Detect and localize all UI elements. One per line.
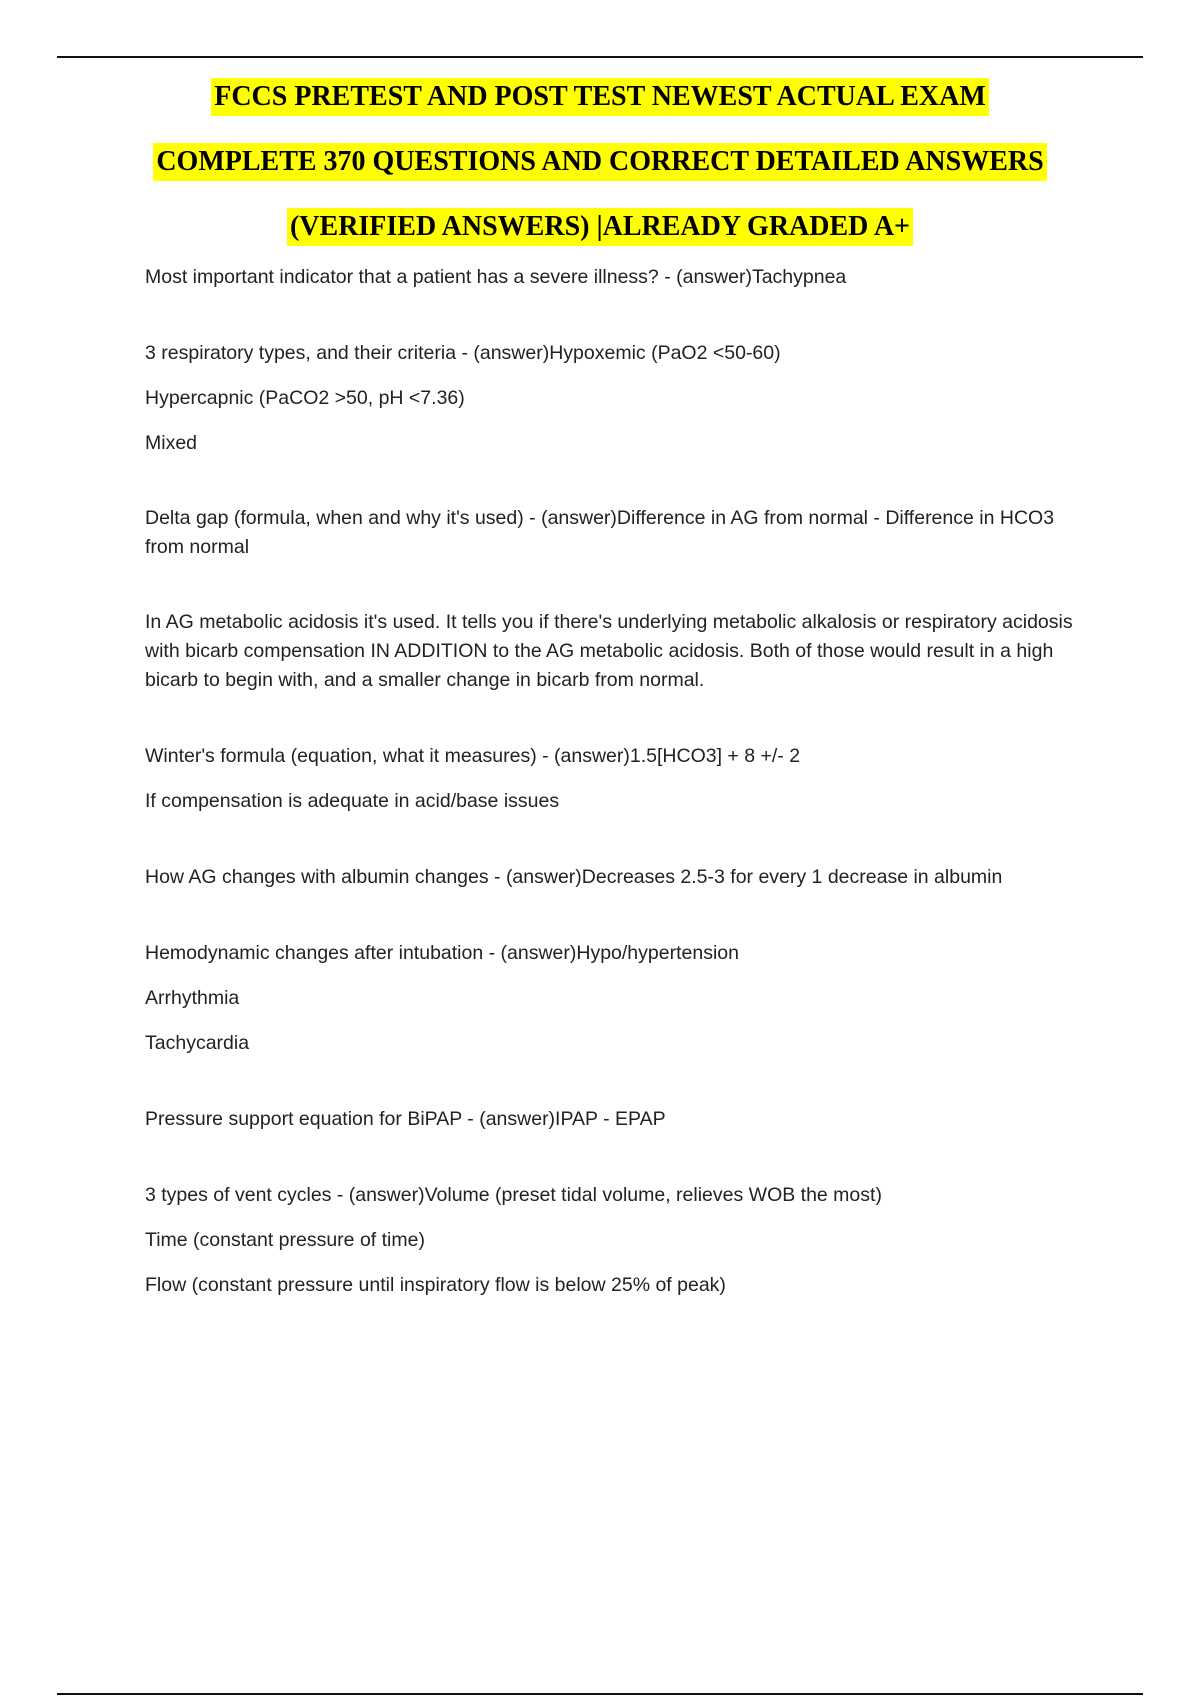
entry-line: Most important indicator that a patient has a severe illness? - (answer)Tachypnea (145, 266, 847, 288)
entry-line: How AG changes with albumin changes - (answer)Decreases 2.5-3 for every 1 decrease in albumin (145, 866, 1003, 888)
entry-line: In AG metabolic acidosis it's used. It tells you if there's underlying metabolic alkalosis or respiratory acidosis with bicarb compensation IN ADDITION to the AG metabolic acidosis. Both of those would result in a high bicarb to begin with, and a smaller change in bicarb from normal. (145, 611, 1073, 691)
document-title (57, 64, 1143, 259)
qa-entry (145, 262, 1095, 292)
entry-line: Mixed (145, 432, 198, 454)
title-line (57, 194, 1143, 259)
title-line (57, 64, 1143, 129)
bottom-rule (57, 1693, 1143, 1695)
entry-line: Tachycardia (145, 1032, 250, 1054)
title-line (57, 129, 1143, 194)
qa-entry (145, 862, 1095, 892)
document-body (145, 262, 1095, 1346)
entry-line: Hemodynamic changes after intubation - (answer)Hypo/hypertension (145, 942, 739, 964)
entry-line: If compensation is adequate in acid/base issues (145, 790, 560, 812)
entry-line: Time (constant pressure of time) (145, 1229, 425, 1251)
entry-line: Hypercapnic (PaCO2 >50, pH <7.36) (145, 387, 465, 409)
entry-line: Arrhythmia (145, 987, 240, 1009)
entry-line: 3 respiratory types, and their criteria - (answer)Hypoxemic (PaO2 <50-60) (145, 342, 781, 364)
qa-entry (145, 741, 1095, 816)
title-line-text: FCCS PRETEST AND POST TEST NEWEST ACTUAL EXAM (211, 78, 989, 116)
entry-line: 3 types of vent cycles - (answer)Volume (preset tidal volume, relieves WOB the most) (145, 1184, 882, 1206)
title-line-text: COMPLETE 370 QUESTIONS AND CORRECT DETAILED ANSWERS (153, 143, 1046, 181)
qa-entry (145, 938, 1095, 1058)
entry-line: Winter's formula (equation, what it measures) - (answer)1.5[HCO3] + 8 +/- 2 (145, 745, 801, 767)
entry-line: Delta gap (formula, when and why it's used) - (answer)Difference in AG from normal - Difference in HCO3 from normal (145, 507, 1055, 558)
qa-entry (145, 1104, 1095, 1134)
qa-entry (145, 1180, 1095, 1300)
entry-line: Flow (constant pressure until inspiratory flow is below 25% of peak) (145, 1274, 726, 1296)
qa-entry (145, 338, 1095, 458)
entry-line: Pressure support equation for BiPAP - (answer)IPAP - EPAP (145, 1108, 666, 1130)
top-rule (57, 56, 1143, 58)
qa-entry (145, 504, 1095, 562)
title-line-text: (VERIFIED ANSWERS) |ALREADY GRADED A+ (287, 208, 913, 246)
qa-entry (145, 608, 1095, 695)
